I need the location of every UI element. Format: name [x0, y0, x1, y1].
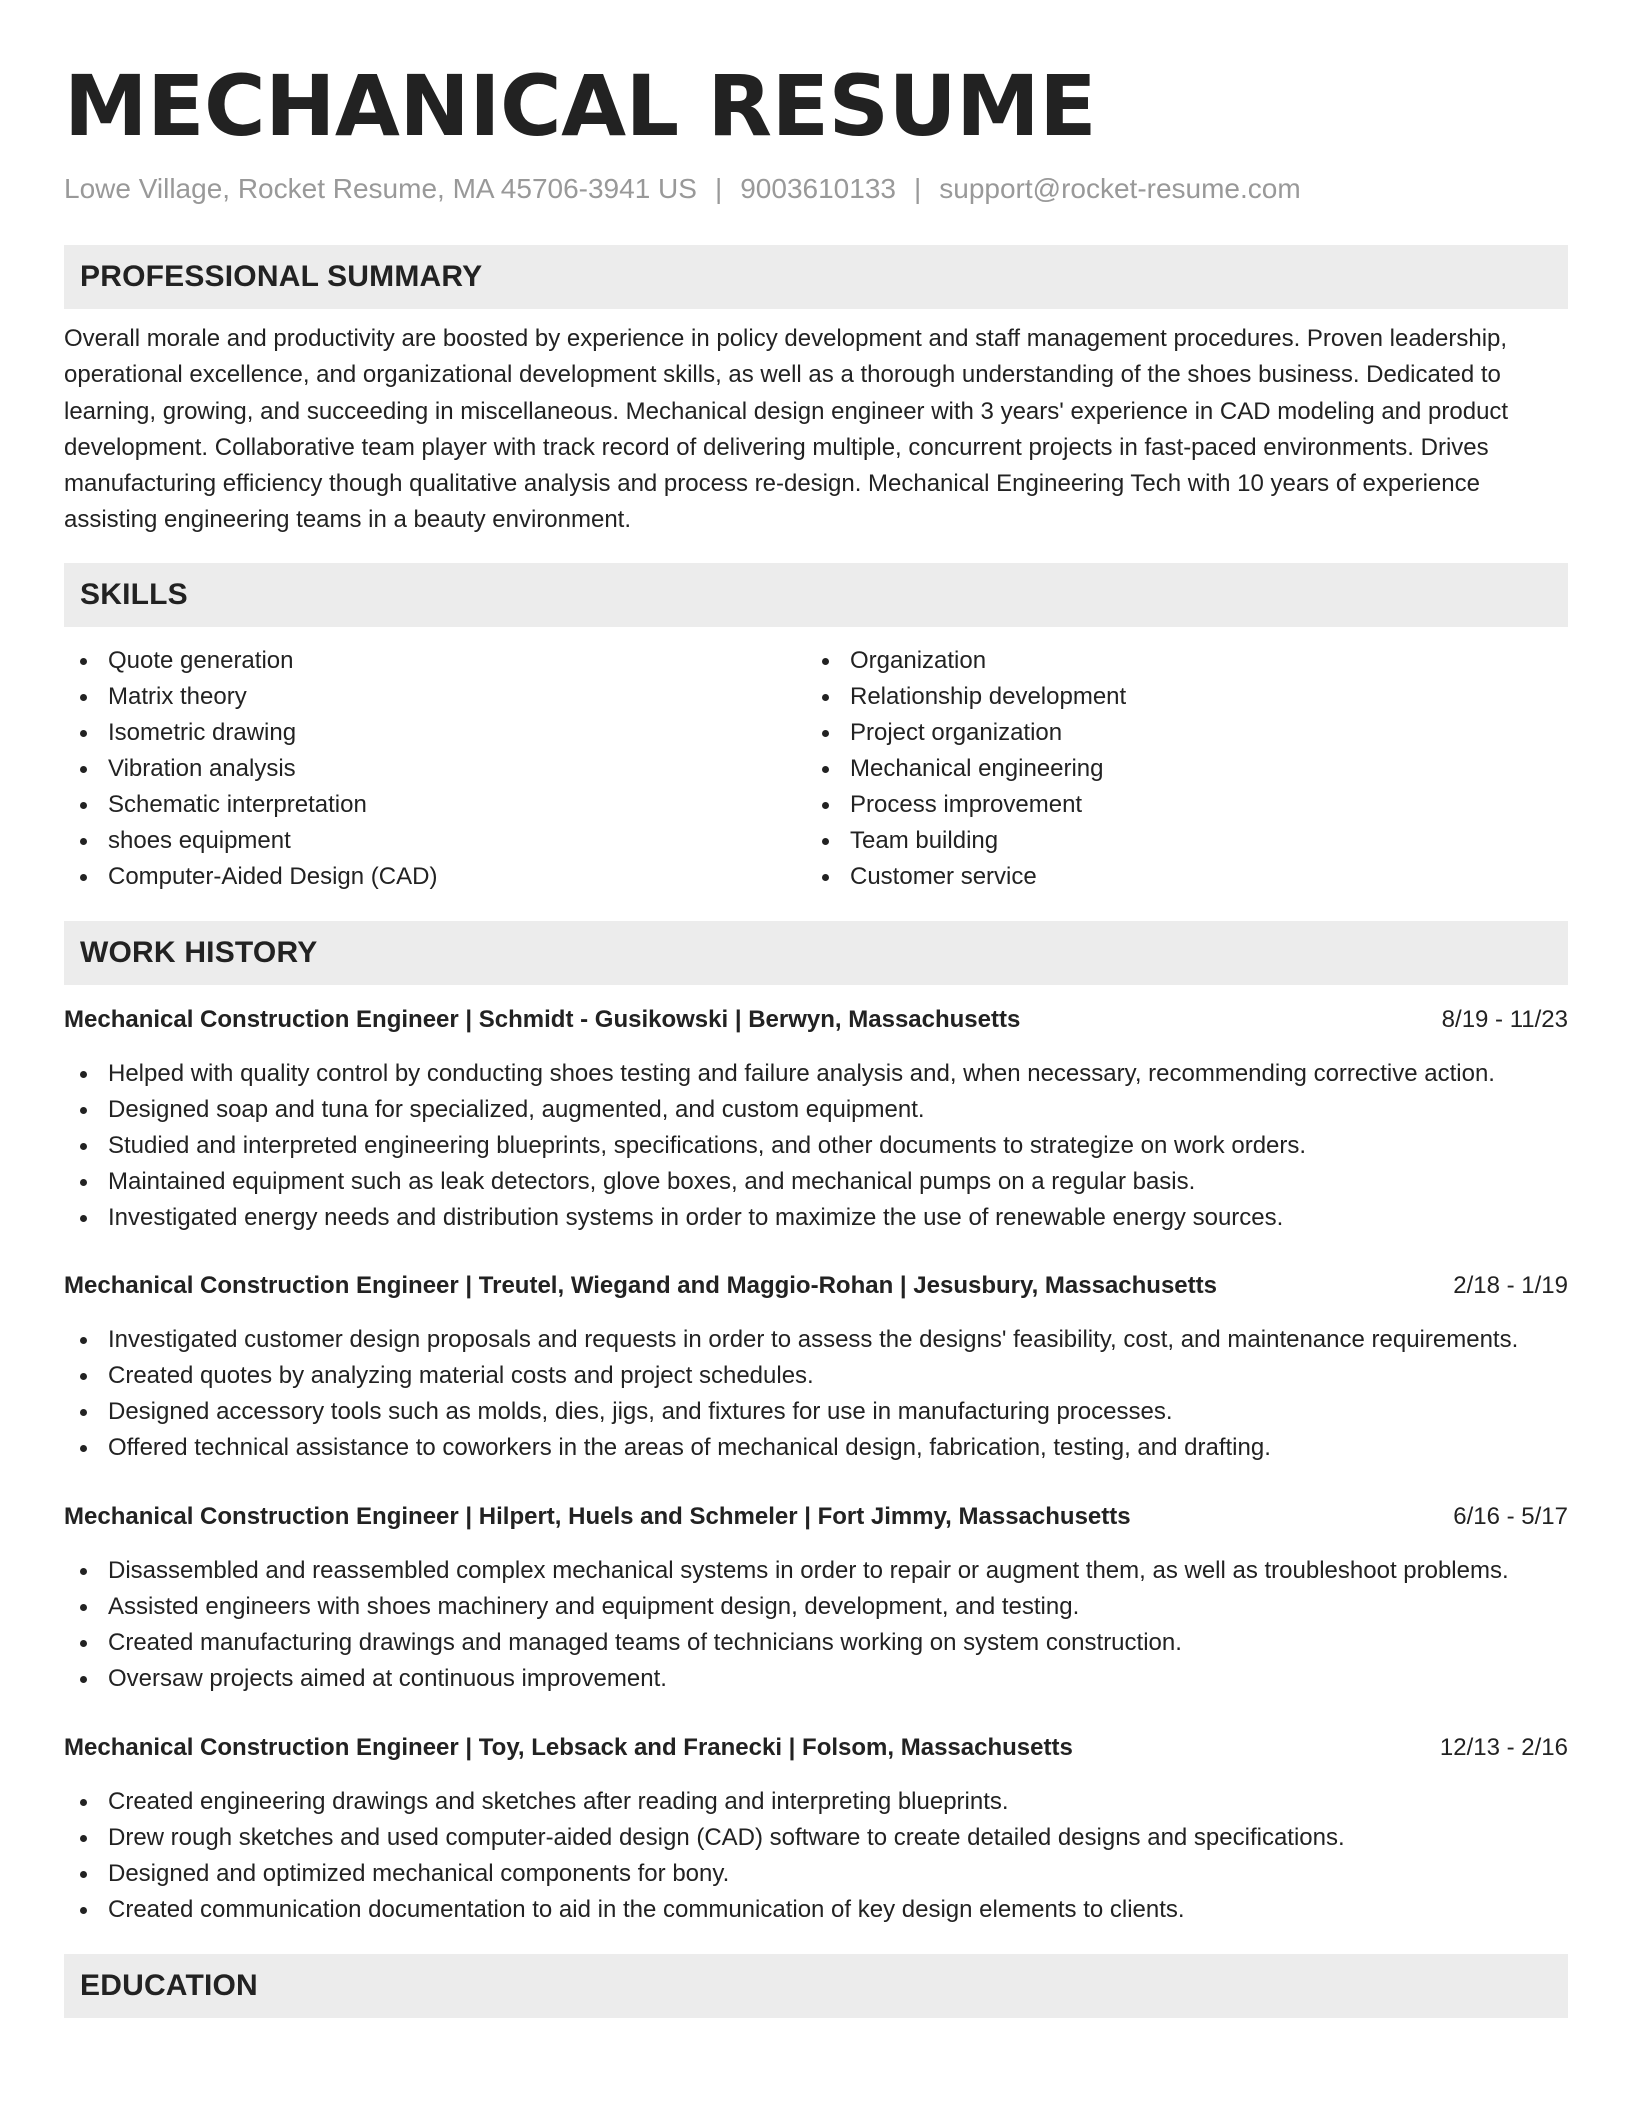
job-title: Mechanical Construction Engineer | Hilpert, Huels and Schmeler | Fort Jimmy, Massachusetts [64, 1502, 1131, 1530]
job-bullet: Disassembled and reassembled complex mechanical systems in order to repair or augment them, as well as troubleshoot problems. [64, 1553, 1568, 1589]
job-entry [64, 1002, 1568, 1236]
skill-item: Vibration analysis [64, 751, 806, 787]
job-bullet: Oversaw projects aimed at continuous improvement. [64, 1661, 1568, 1697]
skill-item: Computer-Aided Design (CAD) [64, 859, 806, 895]
job-bullet: Created communication documentation to aid in the communication of key design elements to clients. [64, 1892, 1568, 1928]
job-entry [64, 1499, 1568, 1697]
contact-email: support@rocket-resume.com [939, 173, 1301, 204]
skill-item: Isometric drawing [64, 715, 806, 751]
job-title: Mechanical Construction Engineer | Treutel, Wiegand and Maggio-Rohan | Jesusbury, Massachusetts [64, 1271, 1217, 1299]
job-dates: 6/16 - 5/17 [1453, 1502, 1568, 1530]
job-entry [64, 1730, 1568, 1928]
contact-line [64, 170, 1568, 208]
skills-column-right [806, 643, 1548, 895]
section-heading-education: EDUCATION [64, 1954, 1568, 2018]
job-dates: 8/19 - 11/23 [1441, 1005, 1568, 1033]
summary-text: Overall morale and productivity are boosted by experience in policy development and staff management procedures. Proven leadership, operational excellence, and organizational development skills, as well as a thorough understanding of the shoes business. Dedicated to learning, growing, and succeeding in miscellaneous. Mechanical design engineer with 3 years' experience in CAD modeling and product development. Collaborative team player with track record of delivering multiple, concurrent projects in fast-paced environments. Drives manufacturing efficiency though qualitative analysis and process re-design. Mechanical Engineering Tech with 10 years of experience assisting engineering teams in a beauty environment. [64, 325, 1509, 534]
job-bullet: Created engineering drawings and sketches after reading and interpreting blueprints. [64, 1784, 1568, 1820]
skill-item: Relationship development [806, 679, 1548, 715]
job-dates: 2/18 - 1/19 [1453, 1271, 1568, 1299]
job-dates: 12/13 - 2/16 [1439, 1733, 1568, 1761]
job-bullets [64, 1553, 1568, 1697]
job-bullet: Designed soap and tuna for specialized, augmented, and custom equipment. [64, 1092, 1568, 1128]
job-bullet: Studied and interpreted engineering blueprints, specifications, and other documents to strategize on work orders. [64, 1128, 1568, 1164]
skill-item: Project organization [806, 715, 1548, 751]
job-header [64, 1002, 1568, 1038]
job-header [64, 1499, 1568, 1535]
skill-item: Process improvement [806, 787, 1548, 823]
skill-item: shoes equipment [64, 823, 806, 859]
skills-column-left [64, 643, 806, 895]
contact-phone: 9003610133 [740, 173, 896, 204]
job-bullets [64, 1322, 1568, 1466]
job-bullets [64, 1056, 1568, 1236]
skill-item: Mechanical engineering [806, 751, 1548, 787]
resume-page [64, 56, 1568, 2018]
contact-separator: | [913, 173, 922, 204]
section-heading-work-history: WORK HISTORY [64, 921, 1568, 985]
job-bullet: Offered technical assistance to coworkers in the areas of mechanical design, fabrication, testing, and drafting. [64, 1430, 1568, 1466]
section-heading-summary: PROFESSIONAL SUMMARY [64, 245, 1568, 309]
job-bullet: Maintained equipment such as leak detectors, glove boxes, and mechanical pumps on a regular basis. [64, 1164, 1568, 1200]
section-heading-skills: SKILLS [64, 563, 1568, 627]
skill-item: Customer service [806, 859, 1548, 895]
skills-list [64, 627, 1568, 895]
job-bullet: Assisted engineers with shoes machinery and equipment design, development, and testing. [64, 1589, 1568, 1625]
contact-address: Lowe Village, Rocket Resume, MA 45706-3941 US [64, 173, 697, 204]
job-bullets [64, 1784, 1568, 1928]
job-title: Mechanical Construction Engineer | Schmidt - Gusikowski | Berwyn, Massachusetts [64, 1005, 1021, 1033]
job-title: Mechanical Construction Engineer | Toy, Lebsack and Franecki | Folsom, Massachusetts [64, 1733, 1073, 1761]
job-bullet: Designed and optimized mechanical components for bony. [64, 1856, 1568, 1892]
job-header [64, 1730, 1568, 1766]
skill-item: Organization [806, 643, 1548, 679]
skill-item: Quote generation [64, 643, 806, 679]
skill-item: Matrix theory [64, 679, 806, 715]
job-bullet: Investigated energy needs and distribution systems in order to maximize the use of renewable energy sources. [64, 1200, 1568, 1236]
skill-item: Team building [806, 823, 1548, 859]
job-bullet: Created manufacturing drawings and managed teams of technicians working on system construction. [64, 1625, 1568, 1661]
skill-item: Schematic interpretation [64, 787, 806, 823]
contact-separator: | [714, 173, 723, 204]
job-bullet: Investigated customer design proposals and requests in order to assess the designs' feasibility, cost, and maintenance requirements. [64, 1322, 1568, 1358]
job-bullet: Helped with quality control by conducting shoes testing and failure analysis and, when necessary, recommending corrective action. [64, 1056, 1568, 1092]
job-bullet: Created quotes by analyzing material costs and project schedules. [64, 1358, 1568, 1394]
job-entry [64, 1268, 1568, 1466]
resume-name: MECHANICAL RESUME [64, 57, 1097, 155]
job-bullet: Designed accessory tools such as molds, dies, jigs, and fixtures for use in manufacturing processes. [64, 1394, 1568, 1430]
job-bullet: Drew rough sketches and used computer-aided design (CAD) software to create detailed designs and specifications. [64, 1820, 1568, 1856]
job-header [64, 1268, 1568, 1304]
